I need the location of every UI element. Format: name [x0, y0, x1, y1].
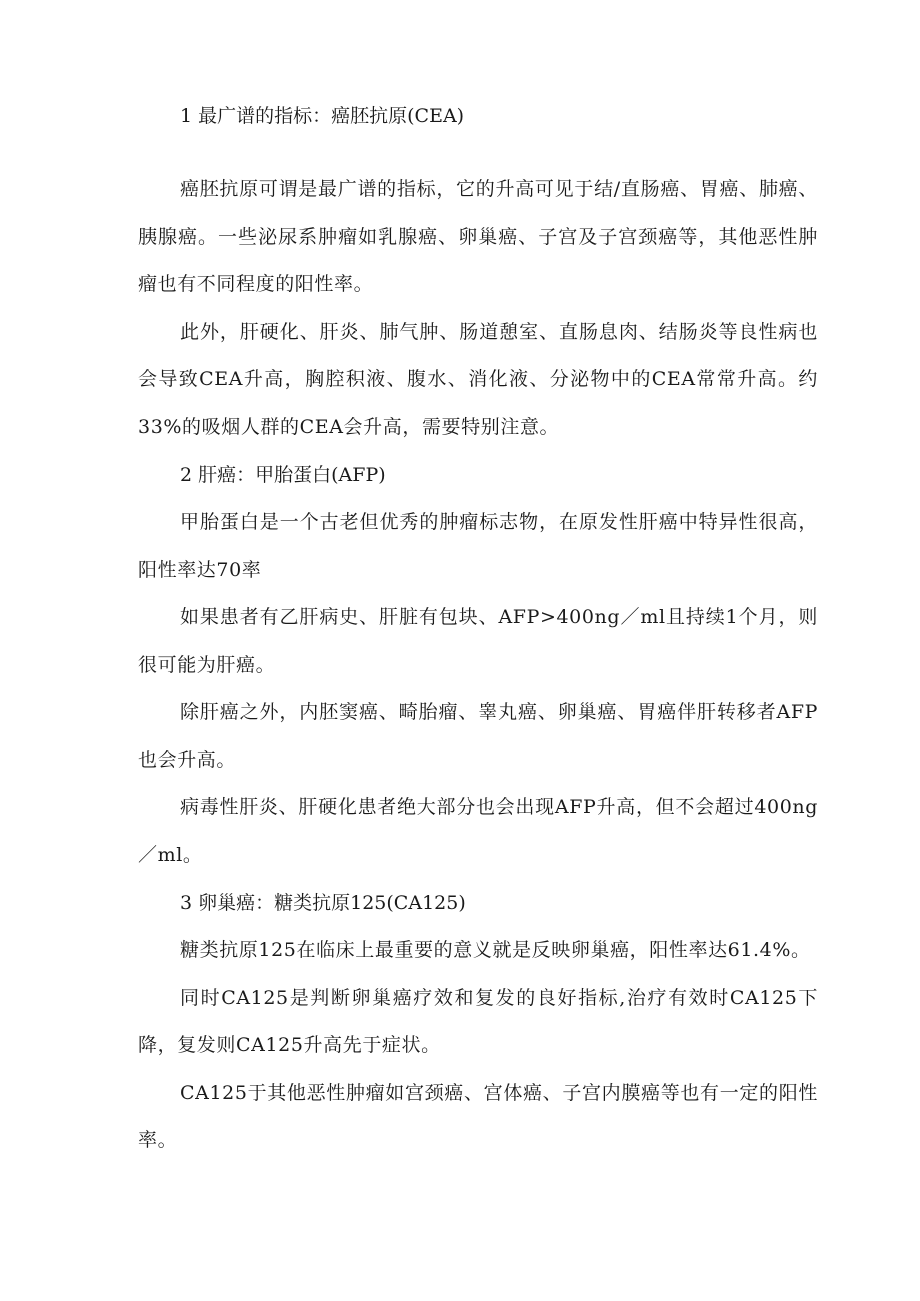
paragraph-afp-4: 病毒性肝炎、肝硬化患者绝大部分也会出现AFP升高，但不会超过400ng／ml。 — [138, 796, 818, 866]
paragraph-cea-2: 此外，肝硬化、肝炎、肺气肿、肠道憩室、直肠息肉、结肠炎等良性病也会导致CEA升高，胸腔积液、腹水、消化液、分泌物中的CEA常常升高。约33%的吸烟人群的CEA会升高，需要特别注意。 — [138, 320, 818, 438]
section-heading-afp: 2 肝癌：甲胎蛋白(AFP) — [180, 464, 386, 486]
paragraph-ca125-2: 同时CA125是判断卵巢癌疗效和复发的良好指标,治疗有效时CA125下降，复发则CA125升高先于症状。 — [138, 986, 818, 1056]
document-page — [138, 96, 818, 1165]
spacer — [138, 136, 818, 166]
paragraph-afp-3: 除肝癌之外，内胚窦癌、畸胎瘤、睾丸癌、卵巢癌、胃癌伴肝转移者AFP也会升高。 — [138, 701, 818, 771]
paragraph-ca125-1: 糖类抗原125在临床上最重要的意义就是反映卵巢癌，阳性率达61.4%。 — [180, 939, 811, 961]
paragraph-cea-1: 癌胚抗原可谓是最广谱的指标，它的升高可见于结/直肠癌、胃癌、肺癌、胰腺癌。一些泌尿系肿瘤如乳腺癌、卵巢癌、子宫及子宫颈癌等，其他恶性肿瘤也有不同程度的阳性率。 — [138, 178, 818, 295]
paragraph-afp-2: 如果患者有乙肝病史、肝脏有包块、AFP>400ng／ml且持续1个月，则很可能为肝癌。 — [138, 606, 818, 676]
paragraph-ca125-3: CA125于其他恶性肿瘤如宫颈癌、宫体癌、子宫内膜癌等也有一定的阳性率。 — [138, 1081, 818, 1151]
section-heading-cea: 1 最广谱的指标：癌胚抗原(CEA) — [180, 105, 465, 127]
section-heading-ca125: 3 卵巢癌：糖类抗原125(CA125) — [180, 892, 466, 914]
paragraph-afp-1: 甲胎蛋白是一个古老但优秀的肿瘤标志物，在原发性肝癌中特异性很高，阳性率达70率 — [138, 511, 818, 581]
